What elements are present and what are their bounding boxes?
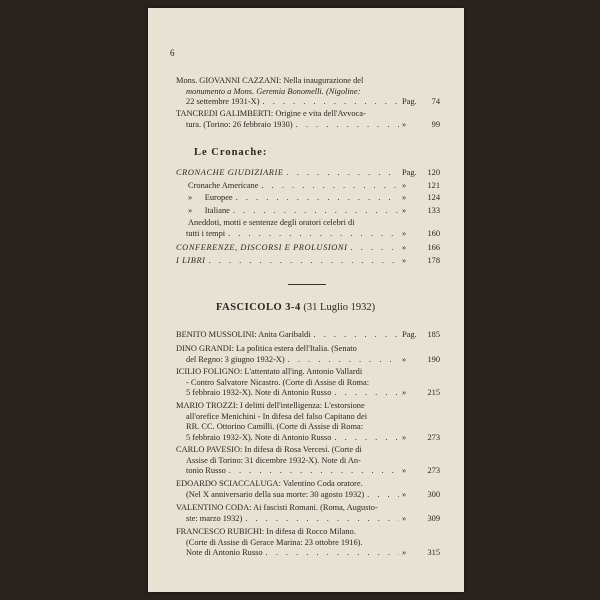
toc-entry xyxy=(176,367,440,399)
toc-row xyxy=(176,206,440,217)
toc-entry xyxy=(176,401,440,443)
page-ref: 273 xyxy=(427,466,440,476)
page-number: 6 xyxy=(170,48,175,58)
entry-line: EDOARDO SCIACCALUGA: Valentino Coda oratore. xyxy=(176,479,363,488)
entry-line: (Corte di Assise di Gerace Marina: 23 ottobre 1916). xyxy=(186,537,363,547)
toc-entry xyxy=(176,76,440,108)
row-text: CRONACHE GIUDIZIARIE xyxy=(176,168,284,177)
page-ref: 190 xyxy=(427,354,440,364)
entry-line: FRANCESCO RUBICHI: In difesa di Rocco Milano. xyxy=(176,527,356,536)
entry-line: all'orefice Menichini - In difesa del falso Capitano dei xyxy=(186,411,368,421)
entry-line: DINO GRANDI: La politica estera dell'Italia. (Senato xyxy=(176,344,357,353)
page-ref: 74 xyxy=(431,97,440,107)
pag-label: » xyxy=(402,513,407,523)
book-page xyxy=(148,8,464,592)
entry-line: ICILIO FOLIGNO: L'attentato all'ing. Antonio Vallardi xyxy=(176,367,363,376)
entry-line: Note di Antonio Russo xyxy=(186,548,263,558)
page-ref: 124 xyxy=(427,193,440,202)
pag-label: » xyxy=(402,388,407,398)
page-ref: 160 xyxy=(427,228,440,238)
entry-line: MARIO TROZZI: I delitti dell'intelligenza: L'estorsione xyxy=(176,401,365,410)
pag-label: Pag. xyxy=(402,330,417,339)
toc-entry xyxy=(176,527,440,559)
page-ref: 300 xyxy=(427,489,440,499)
entry-line: TANCREDI GALIMBERTI: Origine e vita dell'Avvoca- xyxy=(176,109,366,118)
page-ref: 309 xyxy=(427,513,440,523)
entry-line: CARLO PAVESIO: In difesa di Rosa Vercesi. (Corte di xyxy=(176,445,362,454)
entry-line: RR. CC. Ottorino Camilli. (Corte di Assise di Roma: xyxy=(186,422,364,432)
page-ref: 273 xyxy=(427,432,440,442)
entry-line: tutti i tempi xyxy=(186,228,226,238)
row-text: CONFERENZE, DISCORSI E PROLUSIONI xyxy=(176,243,348,252)
entry-line: 22 settembre 1931-X) xyxy=(186,97,260,107)
page-ref: 121 xyxy=(427,181,440,190)
section-divider xyxy=(288,284,326,285)
entry-line: del Regno: 3 giugno 1932-X) xyxy=(186,354,285,364)
entry-line: 5 febbraio 1932-X). Note di Antonio Russo xyxy=(186,388,332,398)
pag-label: Pag. xyxy=(402,97,417,107)
pag-label: » xyxy=(402,256,407,265)
page-ref: 215 xyxy=(427,388,440,398)
pag-label: » xyxy=(402,243,407,252)
entry-line: tonio Russo xyxy=(186,466,226,476)
entry-line: Mons. GIOVANNI CAZZANI: Nella inaugurazione del xyxy=(176,76,364,85)
entry-line: 5 febbraio 1932-X). Note di Antonio Russo xyxy=(186,432,332,442)
toc-row xyxy=(176,256,440,267)
toc-row xyxy=(176,168,440,179)
pag-label: » xyxy=(402,228,407,238)
page-ref: 185 xyxy=(427,330,440,339)
entry-line: - Contro Salvatore Nicastro. (Corte di Assise di Roma: xyxy=(186,377,370,387)
entry-line: ste: marzo 1932) xyxy=(186,513,243,523)
page-ref: 178 xyxy=(427,256,440,265)
toc-entry xyxy=(176,109,440,130)
fascicolo-heading xyxy=(216,303,375,314)
toc-entry xyxy=(176,344,440,365)
toc-entry xyxy=(176,218,440,239)
pag-label: » xyxy=(402,548,407,558)
entry-line: tura. (Torino: 26 febbraio 1930) xyxy=(186,119,293,129)
fascicolo-date: (31 Luglio 1932) xyxy=(303,302,376,313)
entry-line: (Nel X anniversario della sua morte: 30 agosto 1932) xyxy=(186,489,365,499)
toc-row xyxy=(176,330,440,341)
pag-label: Pag. xyxy=(402,168,417,177)
page-ref: 166 xyxy=(427,243,440,252)
toc-entry xyxy=(176,503,440,524)
pag-label: » xyxy=(402,489,407,499)
pag-label: » xyxy=(402,466,407,476)
toc-row xyxy=(176,243,440,254)
pag-label: » xyxy=(402,432,407,442)
row-text: BENITO MUSSOLINI: Anita Garibaldi xyxy=(176,330,311,339)
cronache-heading: Le Cronache: xyxy=(194,147,268,158)
toc-entry xyxy=(176,479,440,500)
pag-label: » xyxy=(402,206,407,215)
entry-line: Aneddoti, motti e sentenze degli oratori celebri di xyxy=(188,218,355,227)
toc-row xyxy=(176,193,440,204)
pag-label: » xyxy=(402,193,407,202)
fascicolo-label: FASCICOLO 3-4 xyxy=(216,302,301,313)
page-ref: 120 xyxy=(427,168,440,177)
entry-line: monumento a Mons. Geremia Bonomelli. (Nigoline: xyxy=(186,86,361,96)
row-text: Cronache Americane xyxy=(188,181,259,190)
pag-label: » xyxy=(402,181,407,190)
page-ref: 133 xyxy=(427,206,440,215)
row-text: » Italiane xyxy=(188,206,230,215)
row-text: I LIBRI xyxy=(176,256,206,265)
page-ref: 315 xyxy=(427,548,440,558)
entry-line: Assise di Torino: 31 dicembre 1932-X). Note di An- xyxy=(186,455,361,465)
toc-row xyxy=(176,181,440,192)
pag-label: » xyxy=(402,354,407,364)
toc-entry xyxy=(176,445,440,477)
pag-label: » xyxy=(402,119,407,129)
row-text: » Europee xyxy=(188,193,233,202)
entry-line: VALENTINO CODA: Ai fascisti Romani. (Roma, Augusto- xyxy=(176,503,378,512)
page-ref: 99 xyxy=(431,119,440,129)
